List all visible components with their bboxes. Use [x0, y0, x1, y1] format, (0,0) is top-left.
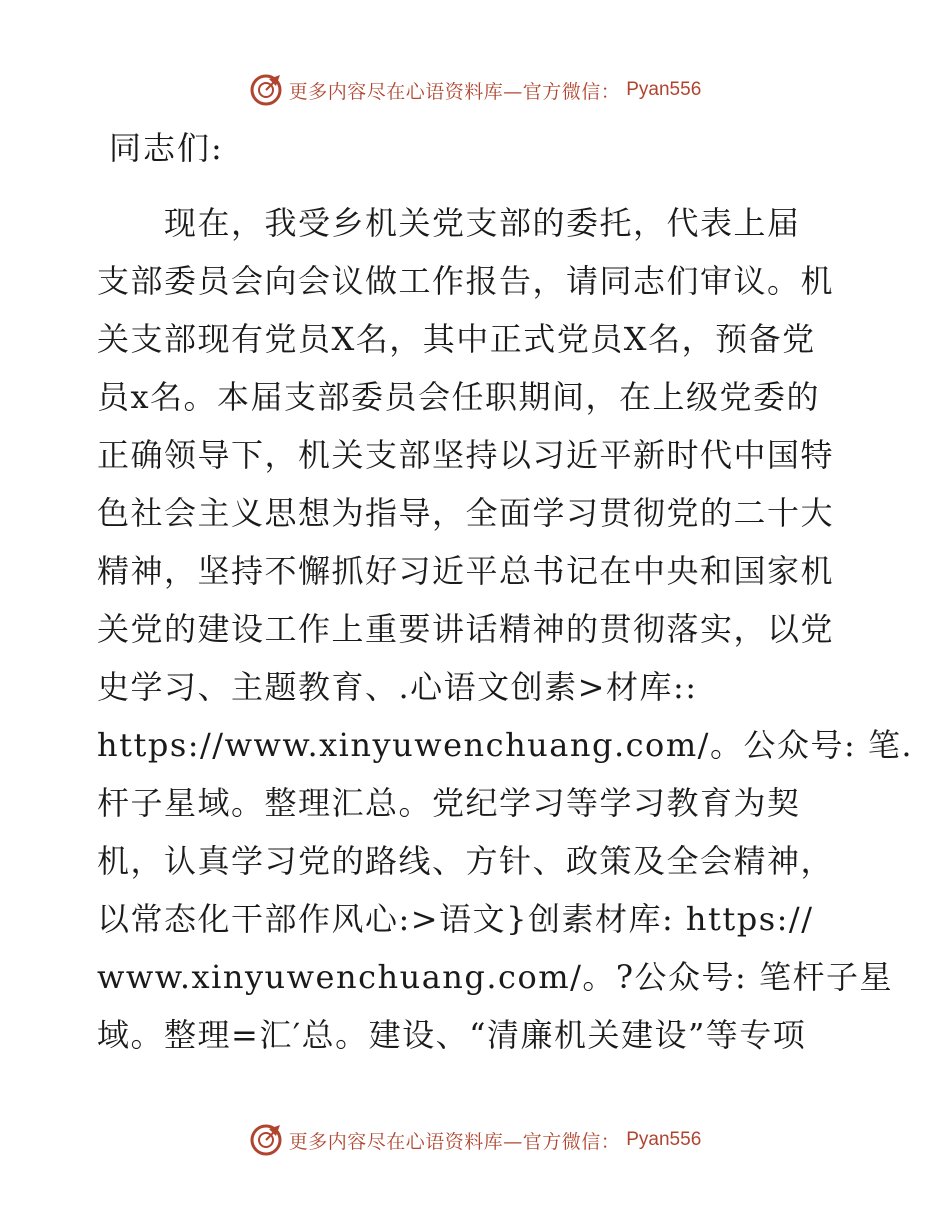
paragraph-line: 关支部现有党员X名，其中正式党员X名，预备党: [97, 320, 816, 358]
paragraph-line: 以常态化干部作风心:>语文}创素材库: https://: [97, 900, 814, 938]
header-wechat-id: Pyan556: [626, 79, 702, 100]
footer-watermark-banner: [0, 1120, 950, 1160]
header-brand-text: 更多内容尽在心语资料库—官方微信：: [288, 80, 621, 103]
paragraph-line: 域。整理=汇′总。建设、“清廉机关建设”等专项: [97, 1016, 807, 1054]
paragraph-line: 关党的建设工作上重要讲话精神的贯彻落实，以党: [97, 610, 835, 648]
paragraph-line: 支部委员会向会议做工作报告，请同志们审议。机: [97, 262, 835, 300]
document-body: [97, 124, 914, 1064]
paragraph-line: 正确领导下，机关支部坚持以习近平新时代中国特: [97, 436, 835, 474]
quill-circle-logo-icon: [249, 1123, 283, 1157]
paragraph-line: 精神，坚持不懈抓好习近平总书记在中央和国家机: [97, 552, 835, 590]
footer-wechat-id: Pyan556: [626, 1129, 702, 1150]
paragraph-line: 史学习、主题教育、.心语文创素>材库::: [97, 668, 698, 706]
paragraph-line: 杆子星域。整理汇总。党纪学习等学习教育为契: [97, 784, 801, 822]
report-paragraph: [97, 194, 914, 1064]
quill-circle-logo-icon: [249, 73, 283, 107]
paragraph-line: 现在，我受乡机关党支部的委托，代表上届: [97, 204, 801, 242]
greeting-text: 同志们:: [109, 129, 224, 167]
paragraph-line: https://www.xinyuwenchuang.com/。公众号: 笔.: [97, 726, 914, 764]
paragraph-line: www.xinyuwenchuang.com/。?公众号: 笔杆子星: [97, 958, 893, 996]
paragraph-line: 色社会主义思想为指导，全面学习贯彻党的二十大: [97, 494, 835, 532]
paragraph-line: 员x名。本届支部委员会任职期间，在上级党委的: [97, 378, 821, 416]
footer-brand-text: 更多内容尽在心语资料库—官方微信：: [288, 1130, 621, 1153]
header-watermark-banner: [0, 70, 950, 110]
paragraph-line: 机，认真学习党的路线、方针、政策及全会精神，: [97, 842, 835, 880]
